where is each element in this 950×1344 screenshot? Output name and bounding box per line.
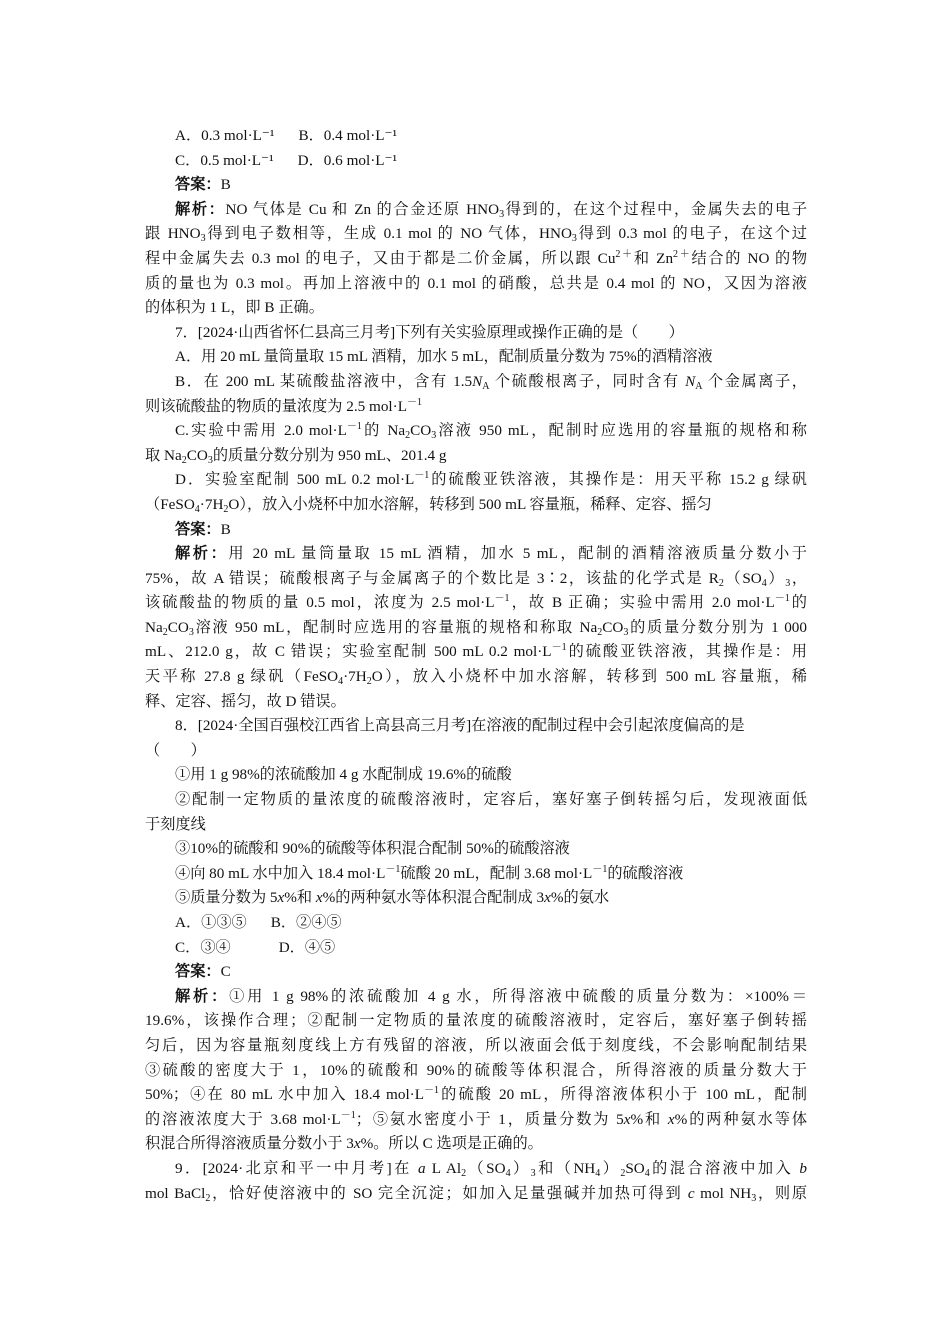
q8-item-2: ②配制一定物质的量浓度的硫酸溶液时，定容后，塞好塞子倒转摇匀后，发现液面低 于刻度线 xyxy=(145,791,807,833)
q8-answer xyxy=(145,960,807,985)
document-page xyxy=(145,124,807,1206)
q8-stem: 8．[2024·全国百强校江西省上高县高三月考]在溶液的配制过程中会引起浓度偏高的是 （ ） xyxy=(145,717,745,759)
q6-option-d: D．0.6 mol·L⁻¹ xyxy=(297,151,398,169)
q7-option-b: B．在 200 mL 某硫酸盐溶液中，含有 $1.5N_A$ 个硫酸根离子，同时含有 $N_A$ 个金属离子， 则该硫酸盐的物质的量浓度为 2.5 $mol\cdot L^{-1}$ xyxy=(145,372,807,415)
q8-option-b: B．②④⑤ xyxy=(270,914,342,931)
q8-item-4: ④向 80 mL 水中加入 18.4 $mol\cdot L^{-1}$硫酸 20 mL，配制 3.68 $mol\cdot L^{-1}$的硫酸溶液 xyxy=(175,863,684,882)
q7-option-d: D．实验室配制 500 mL 0.2 $mol\cdot L^{-1}$的硫酸亚铁溶液，其操作是：用天平称 15.2 g 绿矾 $(FeSO_4\cdot 7H_2O)$，放入小烧杯中加水溶解，转移到 500 mL 容量瓶，稀释、定容、摇匀 xyxy=(145,470,807,515)
answer-label: 答案： xyxy=(175,176,221,194)
q7-analysis: 解析：用 20 mL 量筒量取 15 mL 酒精，加水 5 mL，配制的酒精溶液质量分数小于 75%，故 A 错误；硫酸根离子与金属离子的个数比是 3∶2，该盐的化学式是 $R_2(SO_4)_3$， 该硫酸盐的物质的量 0.5 mol，浓度为 2.5 $mol\cdot L^{-1}$，故 B 正确；实验中需用 2.0 $mol\cdot L^{-1}$的 $Na_2CO_3$溶液 950 mL，配制时应选用的容量瓶的规格和称取 $Na_2CO_3$的质量分数分别为 1 000 mL、212.0 g，故 C 错误；实验室配制 500 mL 0.2 $mol\cdot L^{-1}$的硫酸亚铁溶液，其操作是：用 天平称 27.8 g 绿矾$(FeSO_4\cdot 7H_2O)$，放入小烧杯中加水溶解，转移到 500 mL 容量瓶，稀 释、定容、摇匀，故 D 错误。 xyxy=(145,545,808,710)
q7-option-a: A．用 20 mL 量筒量取 15 mL 酒精，加水 5 mL，配制质量分数为 75%的酒精溶液 xyxy=(175,348,713,366)
analysis-label: 解析： xyxy=(175,545,229,563)
answer-value: B xyxy=(220,176,231,194)
q6-answer xyxy=(145,173,807,198)
q8-item-5: ⑤质量分数为 5x%和 x%的两种氨水等体积混合配制成 3x%的氨水 xyxy=(175,889,610,907)
q7-answer xyxy=(145,518,807,543)
q7-stem: 7．[2024·山西省怀仁县高三月考]下列有关实验原理或操作正确的是（ ） xyxy=(175,323,684,341)
answer-value: C xyxy=(220,963,231,981)
q6-option-b: B．0.4 mol·L⁻¹ xyxy=(298,127,398,144)
q6-option-c: C．0.5 mol·L⁻¹ xyxy=(175,151,274,169)
q7-option-c: C.实验中需用 2.0 $mol\cdot L^{-1}$的 $Na_2CO_3$溶液 950 mL，配制时应选用的容量瓶的规格和称 取 $Na_2CO_3$的质量分数分别为 950 mL、201.4 g xyxy=(145,421,807,466)
q8-options-row-2 xyxy=(145,936,807,961)
q8-option-c: C．③④ xyxy=(175,938,231,956)
q8-item-1: ①用 1 g 98%的浓硫酸加 4 g 水配制成 19.6%的硫酸 xyxy=(175,766,512,784)
q8-item-3: ③10%的硫酸和 90%的硫酸等体积混合配制 50%的硫酸溶液 xyxy=(175,840,570,858)
analysis-label: 解析： xyxy=(175,200,226,218)
q8-option-d: D．④⑤ xyxy=(278,938,336,956)
answer-label: 答案： xyxy=(175,520,221,538)
analysis-label: 解析： xyxy=(175,987,230,1005)
q8-options-row-1 xyxy=(145,911,807,936)
answer-label: 答案： xyxy=(175,963,221,981)
q6-options-row-2 xyxy=(145,149,807,174)
q6-option-a: A．0.3 mol·L⁻¹ xyxy=(175,127,275,144)
q9-stem: 9．[2024·北京和平一中月考]在 a L $Al_2(SO_4)_3$和$(NH_4)_2SO_4$的混合溶液中加入 b mol BaCl$_2$，恰好使溶液中的 SO 完全沉淀；如加入足量强碱并加热可得到 c mol $NH_3$，则原 xyxy=(145,1159,808,1204)
q6-options-row-1 xyxy=(145,124,807,149)
q6-analysis: 解析：NO 气体是 Cu 和 Zn 的合金还原 $HNO_3$得到的，在这个过程中，金属失去的电子 跟 $HNO_3$得到电子数相等，生成 0.1 mol 的 NO 气体，$HNO_3$得到 0.3 mol 的电子，在这个过 程中金属失去 0.3 mol 的电子，又由于都是二价金属，所以跟 $Cu^{2+}$和 $Zn^{2+}$结合的 NO 的物 质的量也为 0.3 mol。再加上溶液中的 0.1 mol 的硝酸，总共是 0.4 mol 的 NO，又因为溶液 的体积为 1 L，即 B 正确。 xyxy=(145,200,808,317)
q8-analysis: 解析：①用 1 g 98%的浓硫酸加 4 g 水，所得溶液中硫酸的质量分数为：×100%＝ 19.6%，该操作合理；②配制一定物质的量浓度的硫酸溶液时，定容后，塞好塞子倒转摇 匀后，因为容量瓶刻度线上方有残留的溶液，所以液面会低于刻度线，不会影响配制结果 ③硫酸的密度大于 1，10%的硫酸和 90%的硫酸等体积混合，所得溶液的质量分数大于 50%；④在 80 mL 水中加入 18.4 $mol\cdot L^{-1}$的硫酸 20 mL，所得溶液体积小于 100 mL，配制 的溶液浓度大于 3.68 $mol\cdot L^{-1}$；⑤氨水密度小于 1，质量分数为 5x%和 x%的两种氨水等体 积混合所得溶液质量分数小于 3x%。所以 C 选项是正确的。 xyxy=(145,987,808,1153)
q8-option-a: A．①③⑤ xyxy=(175,914,247,931)
answer-value: B xyxy=(220,520,231,538)
